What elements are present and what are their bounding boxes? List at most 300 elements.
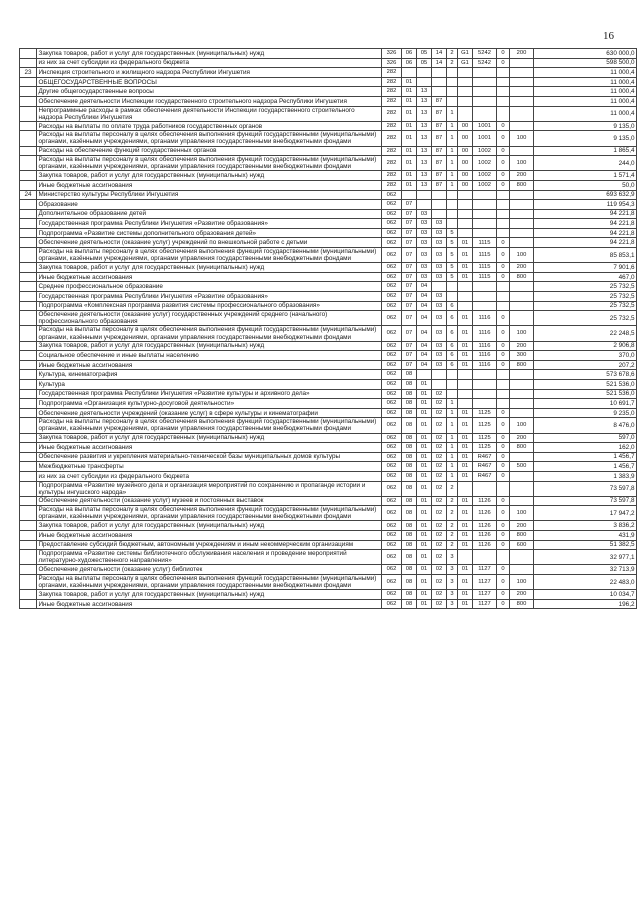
classification-code: 08 [402,379,417,389]
row-amount: 196,2 [534,599,637,609]
classification-code: 87 [432,146,447,156]
row-number [20,238,37,248]
row-amount: 597,0 [534,433,637,443]
row-name: Иные бюджетные ассигнования [37,531,382,541]
classification-code: 0 [497,418,510,433]
classification-code: 04 [417,351,432,361]
row-name: Государственная программа Республики Ингушетия «Развитие образования» [37,219,382,229]
classification-code: 100 [510,156,534,171]
classification-code: 01 [458,452,473,462]
classification-code: 500 [510,462,534,472]
classification-code [473,389,497,399]
classification-code: 01 [417,565,432,575]
classification-code [458,370,473,380]
row-amount: 207,2 [534,360,637,370]
classification-code: 800 [510,272,534,282]
table-row [20,87,637,97]
classification-code [432,209,447,219]
classification-code: 13 [417,156,432,171]
table-body [20,49,637,609]
classification-code: 0 [497,58,510,68]
classification-code: 08 [402,575,417,590]
classification-code: 01 [417,418,432,433]
row-name: Предоставление субсидий бюджетным, автономным учреждениям и иным некоммерческим организациям [37,540,382,550]
classification-code: 02 [432,418,447,433]
row-number: 24 [20,190,37,200]
classification-code: 5 [447,272,458,282]
classification-code: 08 [402,399,417,409]
classification-code: 05 [417,58,432,68]
classification-code [458,379,473,389]
classification-code: 07 [402,209,417,219]
classification-code: 01 [458,565,473,575]
row-amount: 94 221,8 [534,228,637,238]
classification-code: 87 [432,180,447,190]
classification-code: 13 [417,171,432,181]
classification-code: 1 [447,121,458,131]
row-amount: 693 632,9 [534,190,637,200]
classification-code: 01 [417,506,432,521]
classification-code: 1116 [473,341,497,351]
classification-code: 062 [382,550,402,565]
row-name: Обеспечение деятельности Инспекции государственного строительного надзора Республики Ингушетия [37,96,382,106]
classification-code [473,379,497,389]
classification-code: 1126 [473,540,497,550]
classification-code: 03 [417,263,432,273]
classification-code [417,77,432,87]
classification-code: 1 [447,433,458,443]
classification-code: 062 [382,462,402,472]
page-number: 16 [603,30,614,42]
classification-code: 062 [382,248,402,263]
classification-code [417,200,432,210]
row-number [20,121,37,131]
classification-code: 01 [458,462,473,472]
classification-code: 062 [382,311,402,326]
classification-code: 3 [447,550,458,565]
row-name: Подпрограмма «Развитие системы дополнительного образования детей» [37,228,382,238]
classification-code: 01 [417,399,432,409]
classification-code: 07 [402,228,417,238]
classification-code: 07 [402,282,417,292]
row-name: Дополнительное образование детей [37,209,382,219]
classification-code [497,209,510,219]
classification-code [510,389,534,399]
row-amount: 573 678,6 [534,370,637,380]
classification-code: 00 [458,121,473,131]
classification-code: 08 [402,496,417,506]
classification-code: 0 [497,575,510,590]
row-amount: 50,0 [534,180,637,190]
classification-code: 062 [382,341,402,351]
row-amount: 521 536,0 [534,389,637,399]
row-amount: 11 000,4 [534,87,637,97]
classification-code [510,471,534,481]
classification-code [402,68,417,78]
table-row [20,590,637,600]
row-number [20,106,37,121]
classification-code: 200 [510,171,534,181]
budget-table [19,48,637,609]
classification-code: 01 [417,496,432,506]
classification-code [510,238,534,248]
table-row [20,248,637,263]
classification-code: 02 [432,481,447,496]
classification-code: 0 [497,540,510,550]
row-amount: 25 732,5 [534,311,637,326]
row-name: Министерство культуры Республики Ингушетия [37,190,382,200]
classification-code: 062 [382,590,402,600]
classification-code: 062 [382,200,402,210]
row-name: Культура [37,379,382,389]
classification-code [447,389,458,399]
classification-code [473,209,497,219]
classification-code: 04 [417,311,432,326]
classification-code: 1127 [473,599,497,609]
row-amount: 94 221,8 [534,238,637,248]
classification-code [447,282,458,292]
classification-code: 062 [382,540,402,550]
classification-code: 14 [432,58,447,68]
classification-code: 01 [458,521,473,531]
classification-code: 200 [510,49,534,59]
row-number [20,146,37,156]
classification-code [510,87,534,97]
classification-code: 1126 [473,506,497,521]
classification-code: 00 [458,171,473,181]
classification-code: 13 [417,87,432,97]
classification-code: 08 [402,389,417,399]
classification-code: 0 [497,599,510,609]
classification-code: 01 [458,326,473,341]
table-row [20,550,637,565]
classification-code: 0 [497,443,510,453]
classification-code [497,77,510,87]
classification-code: 01 [402,146,417,156]
classification-code [458,301,473,311]
row-name: Обеспечение развития и укрепления материально-технической базы муниципальных домов культуры [37,452,382,462]
classification-code: 1127 [473,575,497,590]
row-amount: 9 135,0 [534,121,637,131]
classification-code [447,200,458,210]
row-name: Иные бюджетные ассигнования [37,443,382,453]
classification-code: 062 [382,370,402,380]
table-row [20,418,637,433]
classification-code [447,370,458,380]
classification-code: 08 [402,521,417,531]
classification-code: 08 [402,540,417,550]
classification-code [473,301,497,311]
classification-code: 100 [510,506,534,521]
row-amount: 85 853,1 [534,248,637,263]
classification-code: 08 [402,590,417,600]
classification-code: 282 [382,96,402,106]
classification-code: 07 [402,341,417,351]
classification-code: 02 [432,590,447,600]
classification-code: 04 [417,292,432,302]
classification-code: 04 [417,360,432,370]
classification-code [510,146,534,156]
classification-code: 08 [402,370,417,380]
classification-code: 282 [382,77,402,87]
classification-code: 0 [497,272,510,282]
classification-code: 200 [510,590,534,600]
row-amount: 17 947,2 [534,506,637,521]
classification-code: 01 [458,599,473,609]
classification-code: 5242 [473,49,497,59]
classification-code: 282 [382,87,402,97]
classification-code [497,68,510,78]
classification-code [497,389,510,399]
classification-code: 0 [497,590,510,600]
classification-code: 03 [432,219,447,229]
row-name: из них за счет субсидии из федерального бюджета [37,471,382,481]
table-row [20,360,637,370]
classification-code: 02 [432,521,447,531]
classification-code [497,550,510,565]
classification-code: 0 [497,180,510,190]
row-name: Подпрограмма «Комплексная программа развития системы профессионального образования» [37,301,382,311]
classification-code: 062 [382,190,402,200]
classification-code: 03 [417,272,432,282]
row-number [20,248,37,263]
classification-code: 062 [382,389,402,399]
row-name: Образование [37,200,382,210]
row-number [20,521,37,531]
classification-code: 01 [458,443,473,453]
row-name: Инспекция строительного и жилищного надзора Республики Ингушетия [37,68,382,78]
classification-code: 3 [447,599,458,609]
classification-code: 1127 [473,590,497,600]
row-number [20,156,37,171]
table-row [20,471,637,481]
classification-code [458,550,473,565]
classification-code: 6 [447,360,458,370]
classification-code: 01 [417,379,432,389]
classification-code: 200 [510,521,534,531]
row-number [20,370,37,380]
classification-code: 02 [432,599,447,609]
classification-code: 200 [510,341,534,351]
classification-code: 01 [402,131,417,146]
classification-code: 5 [447,263,458,273]
row-name: Закупка товаров, работ и услуг для государственных (муниципальных) нужд [37,433,382,443]
table-row [20,326,637,341]
classification-code: 0 [497,49,510,59]
row-amount: 521 536,0 [534,379,637,389]
classification-code: 2 [447,496,458,506]
row-amount: 467,0 [534,272,637,282]
table-row [20,49,637,59]
classification-code: 1116 [473,360,497,370]
classification-code: 02 [432,433,447,443]
row-name: Расходы на выплаты персоналу в целях обеспечения выполнения функций государственными (муниципальными) органами, казёнными учреждениями, органами управления государственными внебюджетными фондами [37,506,382,521]
classification-code [473,96,497,106]
classification-code [510,408,534,418]
table-row [20,399,637,409]
classification-code: 01 [458,540,473,550]
classification-code [473,292,497,302]
classification-code [432,87,447,97]
classification-code: 06 [402,58,417,68]
classification-code [432,190,447,200]
table-row [20,443,637,453]
row-number [20,49,37,59]
classification-code: 0 [497,506,510,521]
classification-code: 200 [510,433,534,443]
classification-code [432,200,447,210]
classification-code: 87 [432,171,447,181]
classification-code [458,68,473,78]
table-row [20,272,637,282]
classification-code: 02 [432,565,447,575]
row-name: Иные бюджетные ассигнования [37,360,382,370]
classification-code: 00 [458,156,473,171]
row-number [20,360,37,370]
classification-code: 282 [382,171,402,181]
classification-code [447,209,458,219]
row-name: Непрограммные расходы в рамках обеспечения деятельности Инспекции государственного строительного надзора Республики Ингушетия [37,106,382,121]
classification-code: 282 [382,180,402,190]
classification-code: 00 [458,131,473,146]
classification-code [497,301,510,311]
table-row [20,496,637,506]
table-row [20,311,637,326]
classification-code: 282 [382,156,402,171]
classification-code: 01 [417,521,432,531]
row-amount: 431,9 [534,531,637,541]
classification-code: 062 [382,360,402,370]
classification-code [473,87,497,97]
row-name: Социальное обеспечение и иные выплаты населению [37,351,382,361]
classification-code: 03 [432,351,447,361]
classification-code: 0 [497,496,510,506]
table-row [20,219,637,229]
row-number [20,311,37,326]
row-number [20,351,37,361]
row-name: Закупка товаров, работ и услуг для государственных (муниципальных) нужд [37,590,382,600]
table-row [20,301,637,311]
classification-code: 062 [382,326,402,341]
classification-code: 6 [447,326,458,341]
row-name: Культура, кинематография [37,370,382,380]
classification-code [497,87,510,97]
classification-code: 062 [382,228,402,238]
classification-code: 3 [447,575,458,590]
classification-code: 800 [510,599,534,609]
row-amount: 22 248,5 [534,326,637,341]
row-name: Межбюджетные трансферты [37,462,382,472]
row-amount: 25 732,5 [534,282,637,292]
table-row [20,521,637,531]
row-number [20,540,37,550]
row-number [20,272,37,282]
classification-code [432,370,447,380]
classification-code [432,77,447,87]
classification-code: 01 [417,550,432,565]
row-amount: 11 000,4 [534,68,637,78]
classification-code: 01 [458,311,473,326]
classification-code: 0 [497,531,510,541]
row-number [20,590,37,600]
classification-code [510,481,534,496]
classification-code: 01 [458,531,473,541]
classification-code: 0 [497,433,510,443]
row-amount: 244,0 [534,156,637,171]
classification-code: 03 [432,311,447,326]
classification-code: 800 [510,360,534,370]
classification-code: 062 [382,272,402,282]
classification-code: 100 [510,418,534,433]
classification-code: 13 [417,106,432,121]
classification-code: 062 [382,521,402,531]
classification-code: 6 [447,341,458,351]
classification-code: 03 [432,238,447,248]
row-amount: 598 500,0 [534,58,637,68]
row-amount: 370,0 [534,351,637,361]
classification-code: 01 [458,418,473,433]
classification-code: 01 [417,481,432,496]
classification-code: 01 [458,351,473,361]
classification-code: 01 [458,408,473,418]
row-number [20,228,37,238]
classification-code: 0 [497,462,510,472]
row-number [20,481,37,496]
classification-code [417,68,432,78]
classification-code: 01 [417,408,432,418]
row-number [20,58,37,68]
classification-code [510,209,534,219]
classification-code [510,282,534,292]
classification-code: 062 [382,263,402,273]
row-number [20,282,37,292]
row-amount: 73 597,8 [534,496,637,506]
classification-code [473,106,497,121]
classification-code [458,190,473,200]
classification-code: 02 [432,575,447,590]
classification-code [458,399,473,409]
classification-code: 2 [447,531,458,541]
classification-code: 02 [432,389,447,399]
classification-code: 07 [402,272,417,282]
classification-code: 03 [417,219,432,229]
classification-code: 03 [417,209,432,219]
classification-code [473,77,497,87]
classification-code: 01 [417,471,432,481]
classification-code: 3 [447,590,458,600]
classification-code [473,200,497,210]
table-row [20,462,637,472]
classification-code: 07 [402,360,417,370]
classification-code: 1002 [473,146,497,156]
classification-code: 06 [402,49,417,59]
row-number [20,263,37,273]
classification-code: 07 [402,351,417,361]
row-name: Иные бюджетные ассигнования [37,180,382,190]
classification-code: 0 [497,565,510,575]
classification-code: 062 [382,471,402,481]
row-number [20,408,37,418]
classification-code: 01 [417,462,432,472]
row-name: из них за счет субсидии из федерального бюджета [37,58,382,68]
classification-code: 01 [458,263,473,273]
classification-code: 0 [497,156,510,171]
table-row [20,171,637,181]
classification-code: 08 [402,506,417,521]
classification-code: 1 [447,408,458,418]
classification-code [473,68,497,78]
table-row [20,121,637,131]
